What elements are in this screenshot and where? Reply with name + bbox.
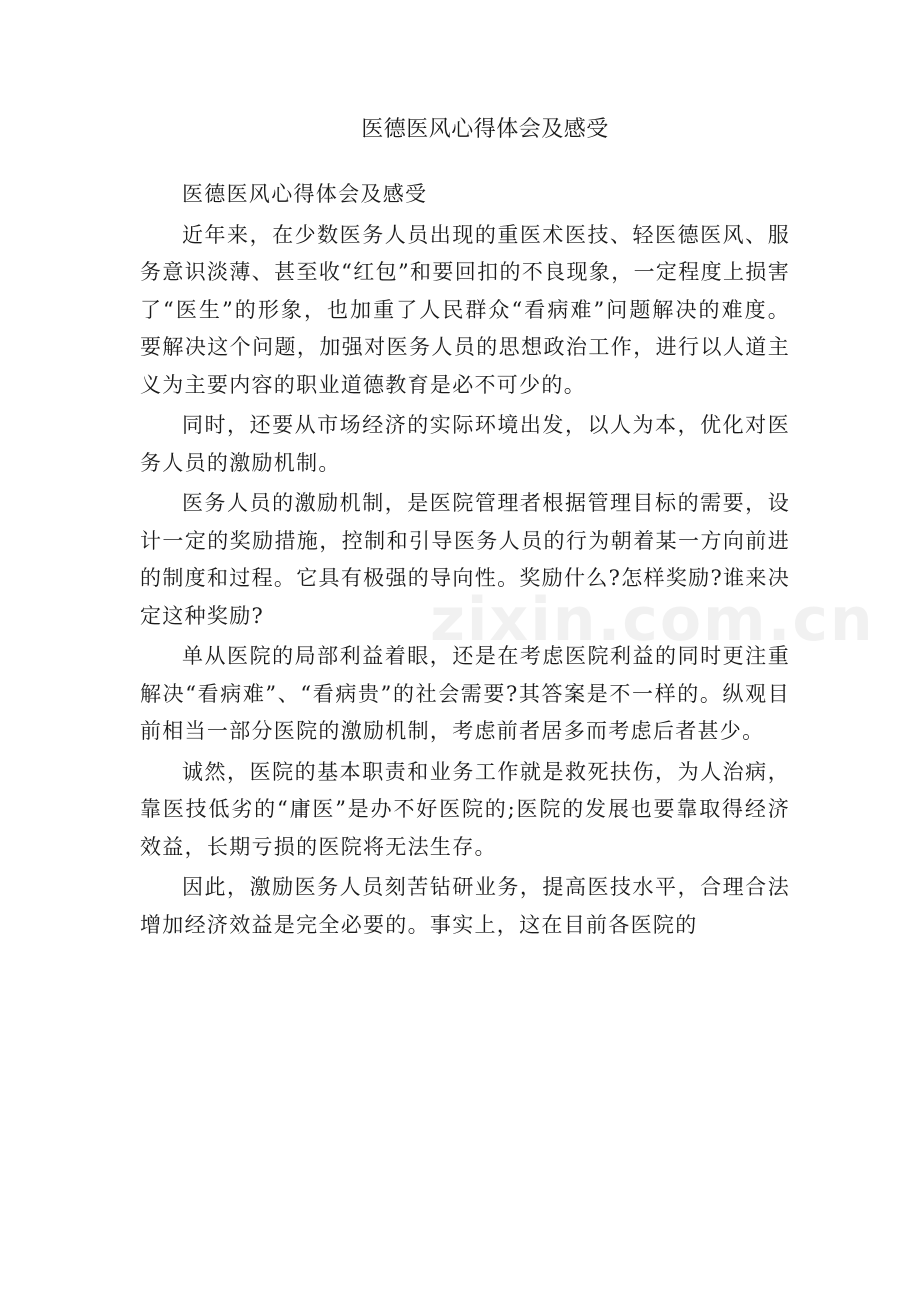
paragraph-subtitle: 医德医风心得体会及感受: [182, 182, 428, 206]
paragraph: 近年来，在少数医务人员出现的重医术医技、轻医德医风、服务意识淡薄、甚至收“红包”和要回扣的不良现象，一定程度上损害了“医生”的形象，也加重了人民群众“看病难”问题解决的难度。要解决这个问题，加强对医务人员的思想政治工作，进行以人道主义为主要内容的职业道德教育是必不可少的。: [140, 222, 790, 397]
document-body: [140, 176, 790, 947]
paragraph: 诚然，医院的基本职责和业务工作就是救死扶伤，为人治病，靠医技低劣的“庸医”是办不好医院的;医院的发展也要靠取得经济效益，长期亏损的医院将无法生存。: [140, 759, 790, 859]
document-title: 医德医风心得体会及感受: [361, 117, 609, 142]
paragraph: 医务人员的激励机制，是医院管理者根据管理目标的需要，设计一定的奖励措施，控制和引导医务人员的行为朝着某一方向前进的制度和过程。它具有极强的导向性。奖励什么?怎样奖励?谁来决定这种奖励?: [140, 491, 790, 628]
watermark: zixin.com.cn: [430, 585, 875, 655]
paragraph: 单从医院的局部利益着眼，还是在考虑医院利益的同时更注重解决“看病难”、“看病贵”的社会需要?其答案是不一样的。纵观目前相当一部分医院的激励机制，考虑前者居多而考虑后者甚少。: [140, 644, 790, 743]
paragraph: 同时，还要从市场经济的实际环境出发，以人为本，优化对医务人员的激励机制。: [140, 413, 790, 475]
paragraph: 因此，激励医务人员刻苦钻研业务，提高医技水平，合理合法增加经济效益是完全必要的。事实上，这在目前各医院的: [140, 875, 790, 937]
